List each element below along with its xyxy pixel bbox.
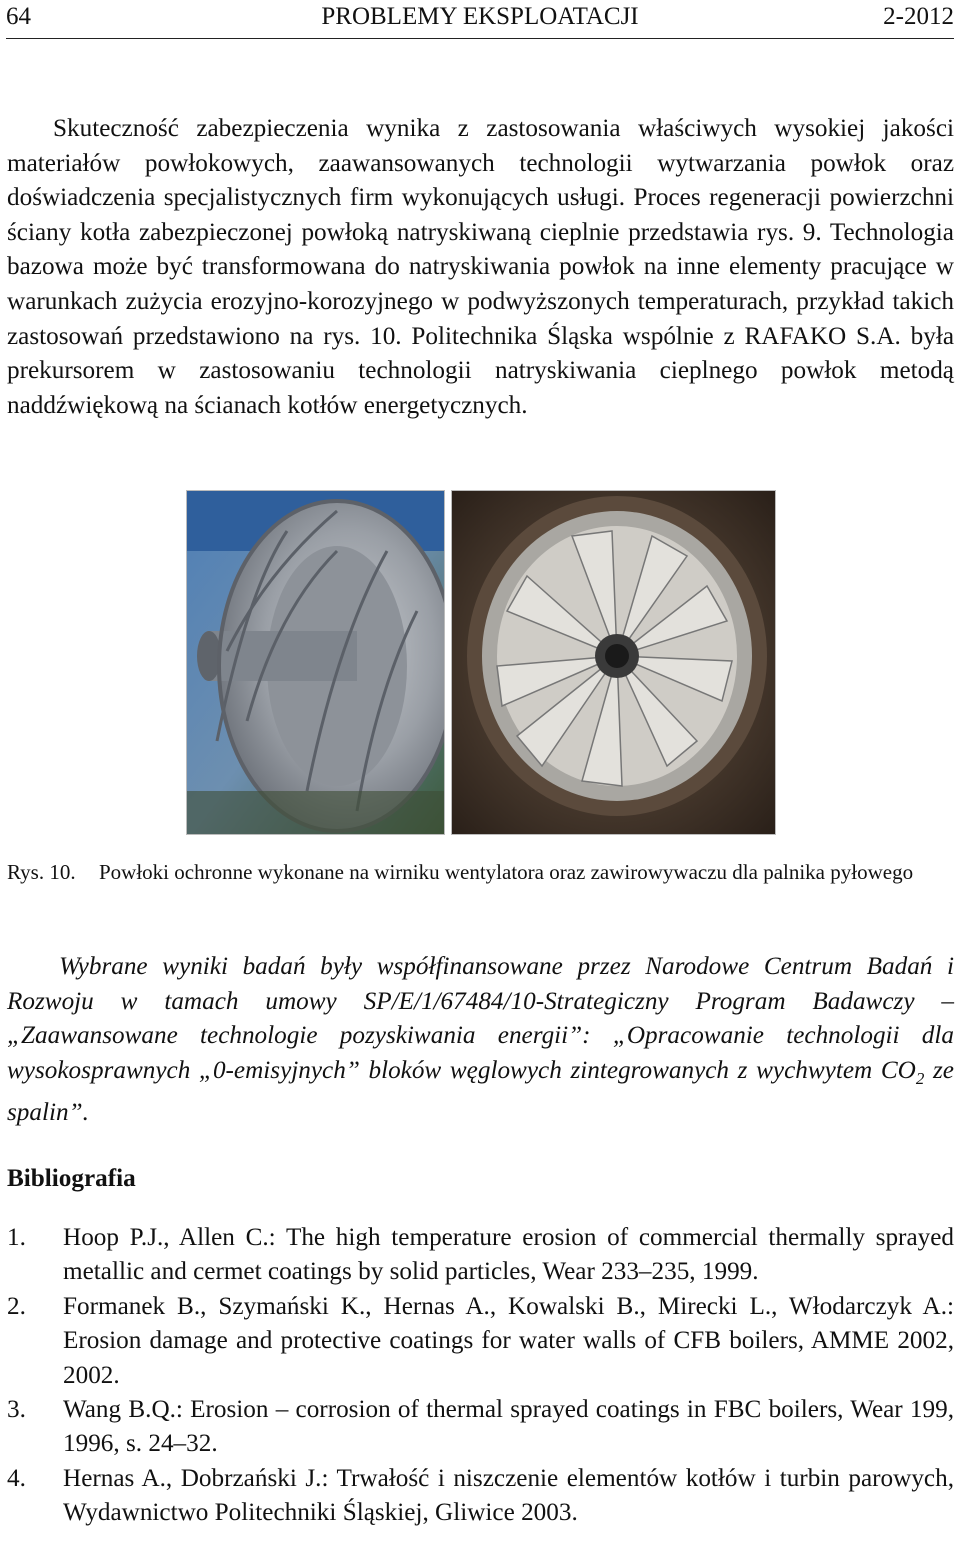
caption-text: Powłoki ochronne wykonane na wirniku wentylatora oraz zawirowywaczu dla palnika pyłowego bbox=[99, 860, 914, 884]
item-text: Hernas A., Dobrzański J.: Trwałość i niszczenie elementów kotłów i turbin parowych, Wydawnictwo Politechniki Śląskiej, Gliwice 2003. bbox=[63, 1464, 954, 1527]
bibliography-item bbox=[7, 1462, 954, 1531]
bibliography-item bbox=[7, 1290, 954, 1393]
item-number: 4. bbox=[7, 1464, 26, 1492]
co2-subscript: 2 bbox=[915, 1068, 925, 1088]
issue-number: 2-2012 bbox=[883, 3, 954, 30]
bibliography-heading: Bibliografia bbox=[7, 1165, 136, 1192]
acknowledgement bbox=[7, 950, 954, 1131]
item-text: Formanek B., Szymański K., Hernas A., Kowalski B., Mirecki L., Włodarczyk A.: Erosion damage and protective coatings for water walls of CFB boilers, AMME 2002, 2002. bbox=[63, 1292, 954, 1389]
body-paragraph bbox=[7, 112, 954, 423]
paragraph-text: Skuteczność zabezpieczenia wynika z zastosowania właściwych wysokiej jakości materiałów powłokowych, zaawansowanych technologii wytwarzania powłok oraz doświadczenia specjalistycznych firm wykonujących usługi. Proces regeneracji powierzchni ściany kotła zabezpieczonej powłoką natryskiwaną cieplnie przedstawia rys. 9. Technologia bazowa może być transformowana do natryskiwania powłok na inne elementy pracujące w warunkach zużycia erozyjno-korozyjnego w podwyższonych temperaturach, przykład takich zastosowań przedstawiono na rys. 10. Politechnika Śląska wspólnie z RAFAKO S.A. była prekursorem w zastosowaniu technologii natryskiwania cieplnego powłok metodą naddźwiękową na ścianach kotłów energetycznych. bbox=[7, 115, 954, 419]
header-rule bbox=[6, 38, 954, 39]
item-number: 3. bbox=[7, 1396, 26, 1424]
journal-title: PROBLEMY EKSPLOATACJI bbox=[321, 3, 639, 30]
acknowledgement-text bbox=[7, 950, 954, 1131]
item-number: 1. bbox=[7, 1224, 26, 1251]
bibliography-item bbox=[7, 1393, 954, 1462]
caption-label: Rys. 10. bbox=[7, 860, 76, 884]
ack-main: Wybrane wyniki badań były współfinansowane przez Narodowe Centrum Badań i Rozwoju w tamach umowy SP/E/1/67484/10-Strategiczny Program Badawczy – „Zaawansowane technologie pozyskiwania energii”: „Opracowanie technologii dla wysokosprawnych „0-emisyjnych” bloków węglowych zintegrowanych z wychwytem CO bbox=[7, 953, 954, 1084]
bibliography-item bbox=[7, 1221, 954, 1290]
swirler-photo bbox=[451, 490, 776, 835]
bibliography-list bbox=[7, 1221, 954, 1531]
ack-end: ze spalin”. bbox=[7, 1056, 954, 1127]
fan-impeller-photo bbox=[186, 490, 445, 835]
figure-caption bbox=[7, 858, 954, 886]
item-number: 2. bbox=[7, 1292, 26, 1320]
page-number: 64 bbox=[6, 3, 31, 30]
page-header bbox=[6, 0, 954, 34]
item-text: Wang B.Q.: Erosion – corrosion of thermal sprayed coatings in FBC boilers, Wear 199, 1996, s. 24–32. bbox=[63, 1396, 954, 1458]
item-text: Hoop P.J., Allen C.: The high temperature erosion of commercial thermally sprayed metallic and cermet coatings by solid particles, Wear 233–235, 1999. bbox=[63, 1224, 954, 1286]
